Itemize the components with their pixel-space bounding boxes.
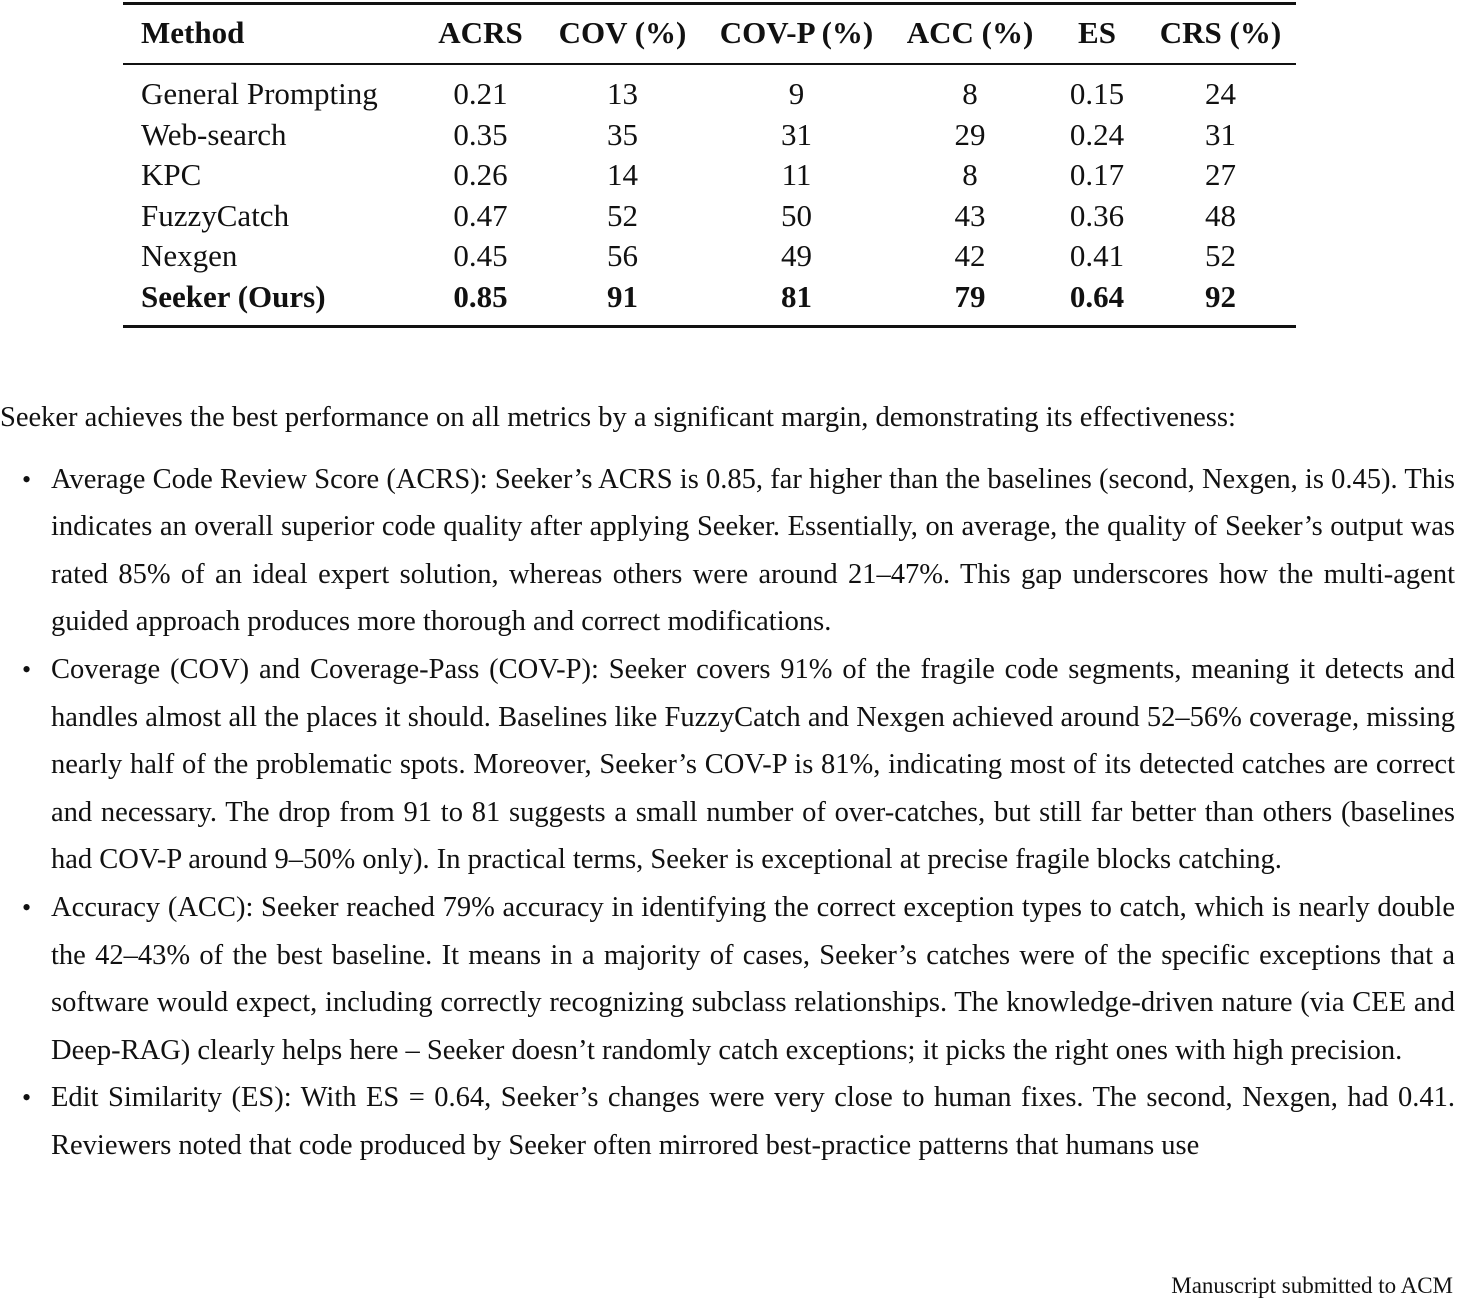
table-cell: 31 — [1205, 116, 1236, 152]
table-cell-method: KPC — [141, 157, 202, 192]
table-cell: 48 — [1205, 197, 1236, 233]
table-cell: 0.26 — [453, 157, 508, 192]
table-cell: 49 — [781, 238, 812, 273]
table-cell: 24 — [1205, 76, 1236, 111]
table-cell: 0.35 — [453, 116, 508, 152]
table-cell: 8 — [962, 76, 978, 111]
table-cell-method: FuzzyCatch — [141, 197, 290, 233]
table-cell: 56 — [607, 238, 638, 273]
column-header-crs: CRS (%) — [1159, 15, 1282, 50]
table-cell: 13 — [607, 76, 638, 111]
column-header-cov-p: COV-P (%) — [719, 15, 874, 50]
table-cell: 0.17 — [1069, 157, 1125, 192]
table-cell: 27 — [1205, 157, 1236, 192]
list-item-text: Edit Similarity (ES): With ES = 0.64, Seeker’s changes were very close to human fixes. The second, Nexgen, had 0.41. Reviewers noted that code produced by Seeker often mirrored best-practice patterns that humans use — [51, 1082, 1455, 1161]
table-cell: 50 — [781, 197, 812, 233]
table-cell: 31 — [781, 116, 812, 152]
table-cell: 42 — [954, 238, 986, 273]
column-header-es: ES — [1078, 15, 1116, 50]
table-cell-method: Web-search — [141, 116, 287, 152]
table-row — [123, 64, 1296, 115]
table-cell: 92 — [1205, 278, 1236, 314]
column-header-acrs: ACRS — [438, 15, 523, 50]
table-cell: 0.21 — [453, 76, 508, 111]
bullet-icon: • — [22, 1083, 32, 1113]
bullet-list — [0, 456, 1455, 1170]
table-cell: 43 — [954, 197, 986, 233]
list-item-text: Average Code Review Score (ACRS): Seeker’s ACRS is 0.85, far higher than the baselines (second, Nexgen, is 0.45). This indicates an overall superior code quality after applying Seeker. Essentially, on average, the quality of Seeker’s output was rated 85% of an ideal expert solution, whereas others were around 21–47%. This gap underscores how the multi-agent guided approach produces more thorough and correct modifications. — [51, 463, 1455, 638]
table-cell: 9 — [788, 76, 805, 111]
table-cell: 91 — [607, 278, 638, 314]
page-footer: Manuscript submitted to ACM — [1171, 1273, 1453, 1298]
results-table — [123, 2, 1296, 328]
table-cell: 52 — [1205, 238, 1236, 273]
table-row-highlighted — [123, 277, 1296, 327]
table-cell: 79 — [954, 278, 986, 314]
table-cell: 0.85 — [453, 278, 508, 314]
table-cell-method: General Prompting — [141, 76, 378, 111]
column-header-cov: COV (%) — [558, 15, 687, 50]
table-cell: 0.15 — [1069, 76, 1125, 111]
table-row — [123, 115, 1296, 156]
column-header-method: Method — [141, 15, 245, 50]
table-cell: 35 — [607, 116, 638, 152]
table-cell-method: Seeker (Ours) — [141, 278, 326, 314]
table-cell: 0.36 — [1069, 197, 1125, 233]
list-item — [0, 456, 1455, 646]
table-cell: 0.64 — [1069, 278, 1125, 314]
table-cell: 0.24 — [1069, 116, 1125, 152]
table-cell: 81 — [781, 278, 812, 314]
list-item — [0, 646, 1455, 884]
table-cell: 52 — [607, 197, 638, 233]
results-table-container — [123, 2, 1296, 328]
bullet-icon: • — [22, 654, 32, 684]
intro-paragraph: Seeker achieves the best performance on all metrics by a significant margin, demonstrating its effectiveness: — [0, 402, 1236, 433]
table-cell: 0.47 — [453, 197, 508, 233]
column-header-acc: ACC (%) — [906, 15, 1034, 50]
list-item — [0, 884, 1455, 1074]
table-cell: 11 — [781, 157, 812, 192]
table-cell: 8 — [962, 157, 978, 192]
table-cell: 14 — [607, 157, 638, 192]
list-item-text: Accuracy (ACC): Seeker reached 79% accuracy in identifying the correct exception types to catch, which is nearly double the 42–43% of the best baseline. It means in a majority of cases, Seeker’s catches were of the specific exceptions that a software would expect, including correctly recognizing subclass relationships. The knowledge-driven nature (via CEE and Deep-RAG) clearly helps here – Seeker doesn’t randomly catch exceptions; it picks the right ones with high precision. — [51, 891, 1455, 1066]
body-text — [0, 394, 1455, 1170]
list-item-text: Coverage (COV) and Coverage-Pass (COV-P): Seeker covers 91% of the fragile code segments, meaning it detects and handles almost all the places it should. Baselines like FuzzyCatch and Nexgen achieved around 52–56% coverage, missing nearly half of the problematic spots. Moreover, Seeker’s COV-P is 81%, indicating most of its detected catches are correct and necessary. The drop from 91 to 81 suggests a small number of over-catches, but still far better than others (baselines had COV-P around 9–50% only). In practical terms, Seeker is exceptional at precise fragile blocks catching. — [51, 653, 1455, 876]
table-cell-method: Nexgen — [141, 238, 238, 273]
bullet-icon: • — [22, 892, 32, 922]
table-row — [123, 155, 1296, 196]
table-header-row — [123, 4, 1296, 65]
table-row — [123, 236, 1296, 277]
list-item — [0, 1074, 1455, 1169]
table-cell: 29 — [954, 116, 986, 152]
table-cell: 0.41 — [1069, 238, 1125, 273]
table-row — [123, 196, 1296, 237]
table-cell: 0.45 — [453, 238, 508, 273]
bullet-icon: • — [22, 464, 32, 494]
